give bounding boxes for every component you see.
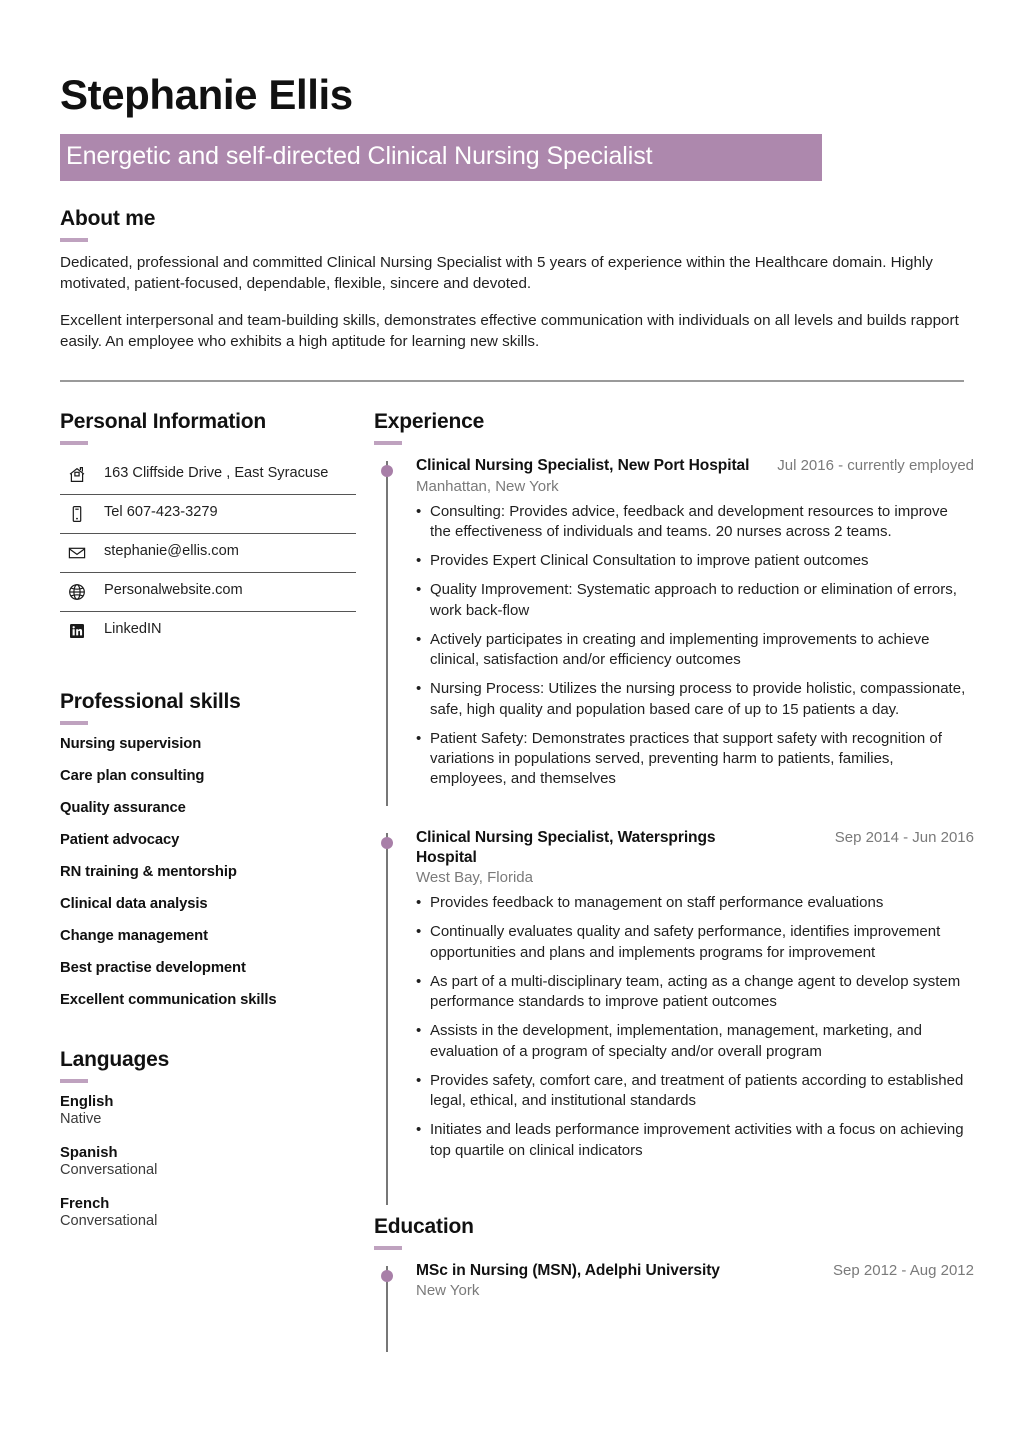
right-column [356, 410, 974, 1352]
resume-body [0, 382, 1024, 1352]
contact-item-phone[interactable] [60, 495, 356, 534]
education-date-range: Sep 2012 - Aug 2012 [833, 1261, 974, 1279]
experience-bullet-list [416, 502, 974, 790]
experience-bullet-list [416, 893, 974, 1161]
contact-text-address: 163 Cliffside Drive , East Syracuse [104, 465, 329, 482]
education-entry-header [416, 1261, 974, 1281]
personal-information-section [60, 410, 356, 650]
language-level: Conversational [60, 1162, 158, 1179]
education-degree-title: MSc in Nursing (MSN), Adelphi University [416, 1261, 720, 1279]
skill-item: Best practise development [60, 960, 246, 977]
languages-heading: Languages [60, 1048, 170, 1072]
experience-bullet: • Initiates and leads performance improvement activities with a focus on achieving top quartile on clinical indicators [416, 1120, 972, 1161]
experience-bullet: • Actively participates in creating and implementing improvements to achieve clinical, satisfaction and/or efficiency outcomes [416, 630, 972, 671]
language-item [60, 1145, 356, 1180]
about-paragraph-1: Dedicated, professional and committed Clinical Nursing Specialist with 5 years of experience within the Healthcare domain. Highly motivated, patient-focused, dependable, flexible, sincere and devoted. [60, 254, 933, 293]
home-icon [66, 464, 88, 485]
experience-location: West Bay, Florida [416, 869, 533, 887]
contact-item-linkedin[interactable] [60, 612, 356, 650]
envelope-icon [66, 542, 88, 563]
skill-item: Clinical data analysis [60, 896, 208, 913]
experience-bullet: • Nursing Process: Utilizes the nursing process to provide holistic, compassionate, safe, high quality and population based care of up to 15 patients a day. [416, 679, 972, 720]
languages-section [60, 1048, 356, 1231]
professional-skills-heading: Professional skills [60, 690, 241, 714]
accent-rule [374, 1246, 402, 1250]
accent-rule [60, 721, 88, 725]
experience-bullet: • Consulting: Provides advice, feedback and development resources to improve the effectiveness of individuals and teams. 20 nurses across 2 teams. [416, 502, 972, 543]
education-heading: Education [374, 1214, 474, 1238]
contact-text-website: Personalwebsite.com [104, 582, 243, 599]
accent-rule [60, 238, 88, 242]
professional-skills-section [60, 690, 356, 1008]
resume-header [0, 0, 1024, 181]
experience-bullet: • Provides Expert Clinical Consultation to improve patient outcomes [416, 551, 972, 571]
language-item [60, 1196, 356, 1231]
language-name: Spanish [60, 1145, 118, 1162]
accent-rule [374, 441, 402, 445]
about-section [0, 181, 1024, 353]
language-name: English [60, 1094, 114, 1111]
experience-bullet: • As part of a multi-disciplinary team, acting as a change agent to develop system performance standards to improve patient outcomes [416, 972, 972, 1013]
timeline-line [386, 461, 388, 805]
candidate-name: Stephanie Ellis [60, 71, 353, 118]
linkedin-icon [66, 620, 88, 641]
timeline-dot [381, 465, 393, 477]
education-entry [374, 1261, 974, 1352]
skill-item: Quality assurance [60, 800, 186, 817]
about-paragraph-2: Excellent interpersonal and team-building skills, demonstrates effective communication with individuals on all levels and builds rapport easily. An employee who exhibits a high aptitude for learning new skills. [60, 312, 959, 351]
education-section [374, 1215, 974, 1352]
contact-text-linkedin: LinkedIN [104, 621, 162, 638]
experience-entry [374, 828, 974, 1177]
language-level: Native [60, 1111, 102, 1128]
experience-section [374, 410, 974, 1177]
skill-item: RN training & mentorship [60, 864, 237, 881]
language-name: French [60, 1196, 110, 1213]
experience-entry [374, 456, 974, 805]
personal-information-heading: Personal Information [60, 410, 267, 434]
experience-location: Manhattan, New York [416, 477, 559, 495]
contact-text-email: stephanie@ellis.com [104, 543, 239, 560]
accent-rule [60, 441, 88, 445]
skill-item: Patient advocacy [60, 832, 180, 849]
experience-bullet: • Provides feedback to management on staff performance evaluations [416, 893, 972, 913]
language-item [60, 1094, 356, 1129]
timeline-dot [381, 837, 393, 849]
education-timeline [374, 1261, 974, 1352]
experience-entry-header [416, 456, 974, 476]
education-location: New York [416, 1282, 480, 1300]
skill-item: Care plan consulting [60, 768, 205, 785]
experience-entry-header [416, 828, 974, 869]
experience-timeline [374, 456, 974, 1177]
contact-item-website[interactable] [60, 573, 356, 612]
contact-list [60, 456, 356, 650]
globe-icon [66, 581, 88, 602]
experience-date-range: Sep 2014 - Jun 2016 [834, 828, 974, 846]
experience-bullet: • Continually evaluates quality and safety performance, identifies improvement opportunities and plans and implements programs for improvement [416, 922, 972, 963]
phone-icon [66, 503, 88, 524]
left-column [60, 410, 356, 1231]
contact-item-address[interactable] [60, 456, 356, 495]
about-heading: About me [60, 207, 156, 231]
experience-bullet: • Provides safety, comfort care, and treatment of patients according to established legal, ethical, and institutional standards [416, 1071, 972, 1112]
experience-job-title: Clinical Nursing Specialist, New Port Hospital [416, 457, 750, 475]
experience-heading: Experience [374, 410, 485, 434]
timeline-line [386, 833, 388, 1205]
skill-item: Change management [60, 928, 208, 945]
language-level: Conversational [60, 1213, 158, 1230]
experience-bullet: • Quality Improvement: Systematic approach to reduction or elimination of errors, work back-flow [416, 580, 972, 621]
candidate-tagline-banner: Energetic and self-directed Clinical Nursing Specialist [60, 134, 822, 181]
experience-date-range: Jul 2016 - currently employed [777, 457, 974, 475]
experience-bullet: • Patient Safety: Demonstrates practices that support safety with recognition of variations in populations served, preventing harm to patients, families, employees, and themselves [416, 729, 972, 790]
contact-item-email[interactable] [60, 534, 356, 573]
skill-item: Excellent communication skills [60, 992, 277, 1009]
experience-bullet: • Assists in the development, implementation, management, marketing, and evaluation of a program of specialty and/or overall program [416, 1021, 972, 1062]
skill-item: Nursing supervision [60, 736, 202, 753]
experience-job-title: Clinical Nursing Specialist, Watersprings Hospital [416, 828, 716, 866]
accent-rule [60, 1079, 88, 1083]
contact-text-phone: Tel 607-423-3279 [104, 504, 218, 521]
timeline-dot [381, 1270, 393, 1282]
